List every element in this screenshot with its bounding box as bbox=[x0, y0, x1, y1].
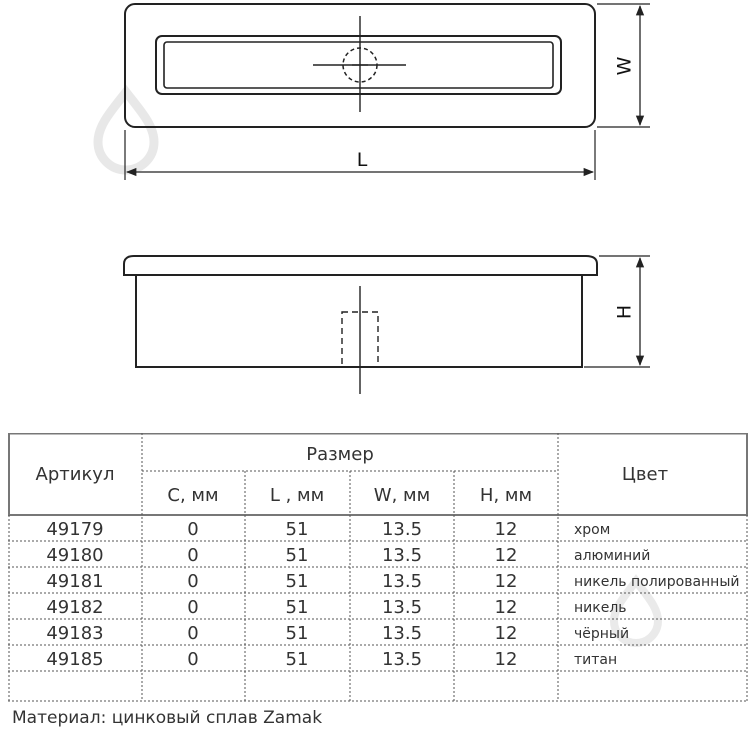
cell-c: 0 bbox=[187, 545, 199, 566]
top-view bbox=[125, 4, 595, 127]
cell-article: 49182 bbox=[46, 597, 104, 618]
cell-l: 51 bbox=[285, 571, 309, 592]
table-row bbox=[46, 597, 626, 618]
cell-color: чёрный bbox=[574, 626, 630, 642]
cell-w: 13.5 bbox=[381, 545, 423, 566]
cell-h: 12 bbox=[494, 545, 518, 566]
cell-color: алюминий bbox=[574, 548, 651, 564]
header-article: Артикул bbox=[35, 464, 115, 485]
table-row bbox=[46, 623, 629, 644]
side-view-body bbox=[136, 275, 582, 367]
cell-h: 12 bbox=[494, 571, 518, 592]
cell-color: никель bbox=[574, 600, 627, 616]
cell-c: 0 bbox=[187, 519, 199, 540]
subheader-h: H, мм bbox=[479, 485, 533, 506]
dimension-l bbox=[125, 130, 595, 180]
table-row bbox=[46, 649, 617, 670]
cell-h: 12 bbox=[494, 649, 518, 670]
cell-article: 49180 bbox=[46, 545, 104, 566]
header-color: Цвет bbox=[621, 464, 669, 485]
dim-l-label: L bbox=[356, 149, 368, 171]
dimension-h bbox=[584, 256, 650, 367]
cell-w: 13.5 bbox=[381, 623, 423, 644]
cell-color: титан bbox=[574, 652, 618, 668]
cell-c: 0 bbox=[187, 571, 199, 592]
cell-h: 12 bbox=[494, 623, 518, 644]
subheader-w: W, мм bbox=[373, 485, 431, 506]
cell-h: 12 bbox=[494, 597, 518, 618]
cell-c: 0 bbox=[187, 597, 199, 618]
cell-l: 51 bbox=[285, 649, 309, 670]
cell-article: 49181 bbox=[46, 571, 104, 592]
cell-l: 51 bbox=[285, 545, 309, 566]
cell-article: 49183 bbox=[46, 623, 104, 644]
side-view bbox=[124, 256, 597, 394]
dim-w-label: W bbox=[613, 56, 636, 76]
table-row bbox=[46, 545, 650, 566]
cell-article: 49185 bbox=[46, 649, 104, 670]
side-view-flange bbox=[124, 256, 597, 275]
cell-l: 51 bbox=[285, 623, 309, 644]
cell-w: 13.5 bbox=[381, 519, 423, 540]
cell-color: никель полированный bbox=[574, 574, 740, 590]
dimension-w bbox=[597, 4, 650, 127]
subheader-l: L , мм bbox=[269, 485, 325, 506]
spec-table bbox=[8, 433, 748, 703]
cell-l: 51 bbox=[285, 519, 309, 540]
cell-w: 13.5 bbox=[381, 649, 423, 670]
subheader-c: C, мм bbox=[167, 485, 219, 506]
dim-h-label: H bbox=[613, 304, 636, 320]
cell-w: 13.5 bbox=[381, 597, 423, 618]
cell-color: хром bbox=[574, 522, 611, 538]
cell-l: 51 bbox=[285, 597, 309, 618]
material-note: Материал: цинковый сплав Zamak bbox=[12, 708, 323, 728]
cell-article: 49179 bbox=[46, 519, 104, 540]
cell-c: 0 bbox=[187, 649, 199, 670]
header-size: Размер bbox=[306, 444, 374, 465]
cell-h: 12 bbox=[494, 519, 518, 540]
cell-c: 0 bbox=[187, 623, 199, 644]
table-row bbox=[46, 519, 610, 540]
table-row bbox=[46, 571, 739, 592]
cell-w: 13.5 bbox=[381, 571, 423, 592]
